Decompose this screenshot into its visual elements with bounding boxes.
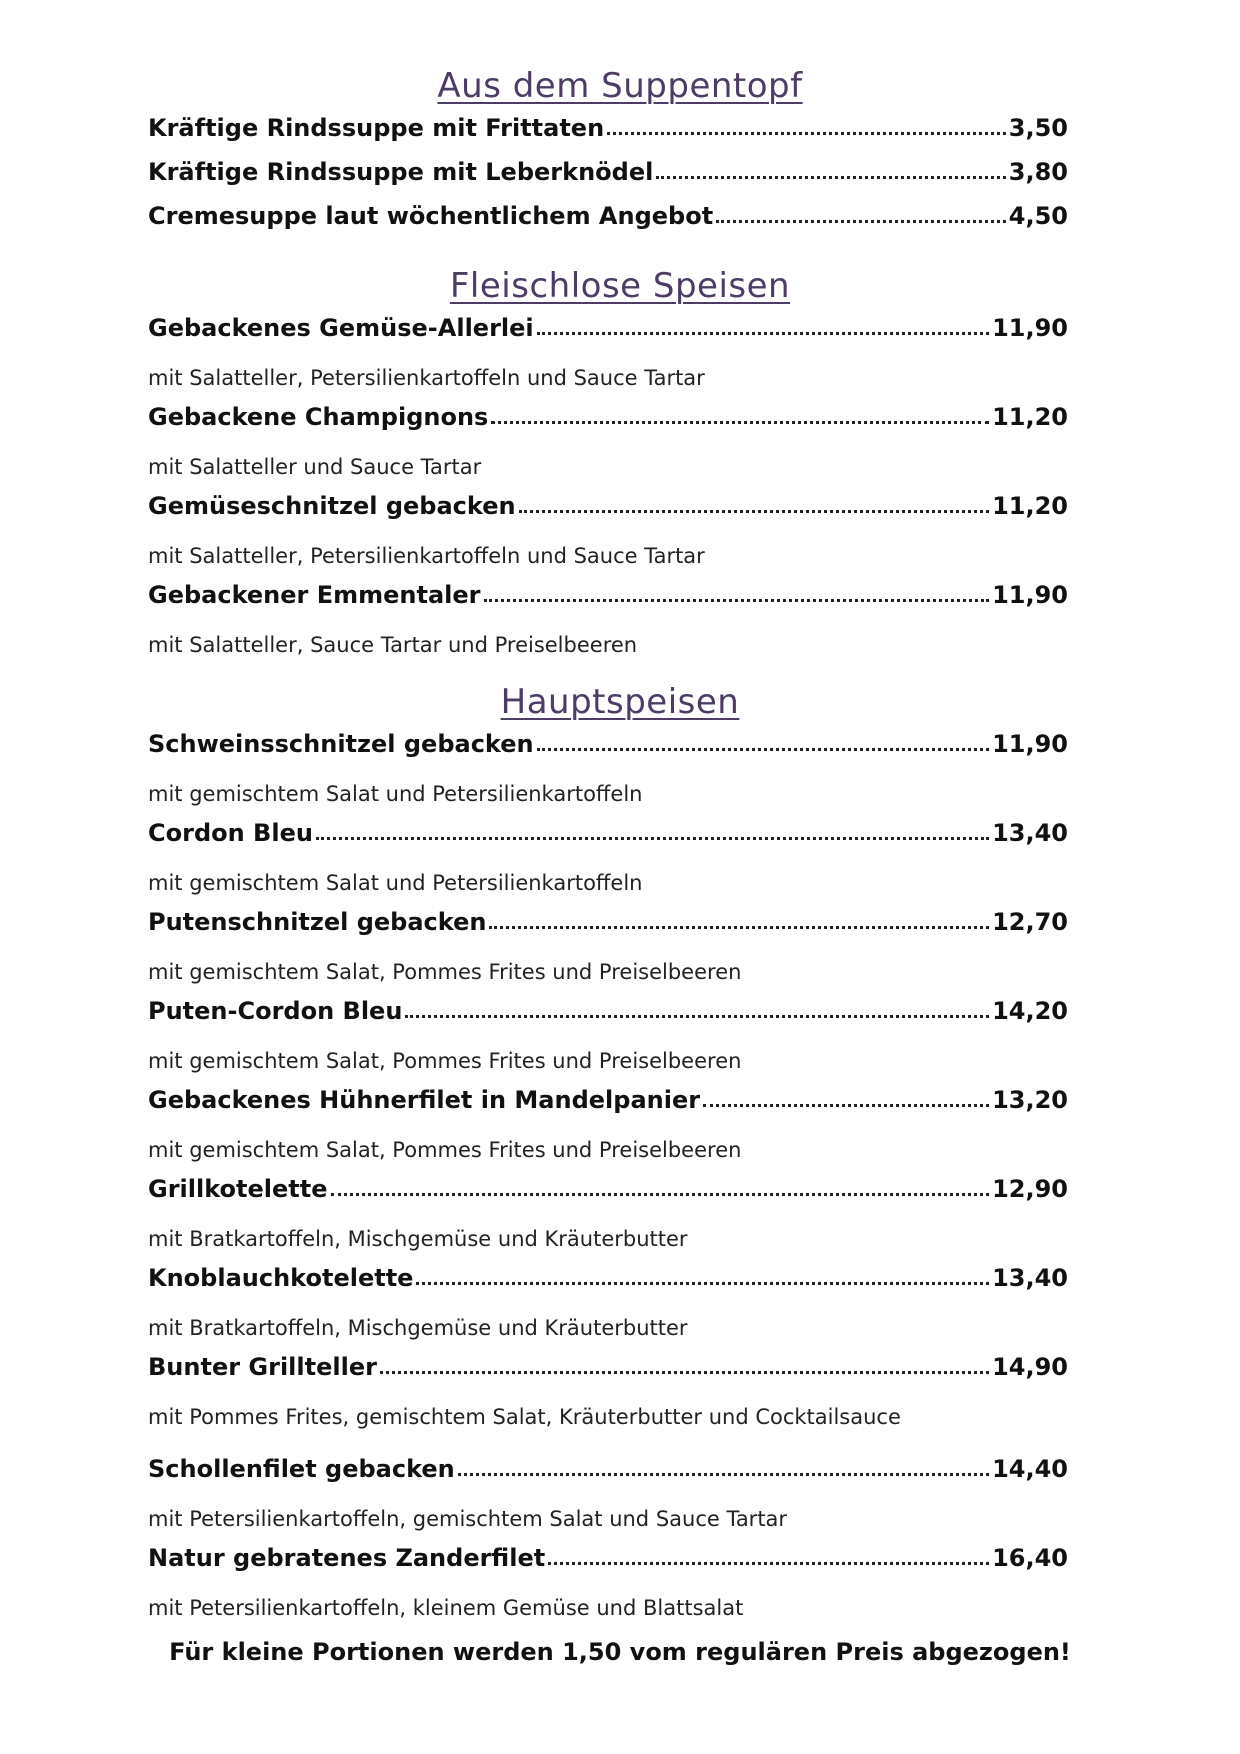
item-price: 11,90 [992,314,1068,342]
leader-dots [484,599,990,602]
item-name: Schweinsschnitzel gebacken [148,730,534,758]
menu-item [148,108,1068,142]
item-name: Natur gebratenes Zanderfilet [148,1544,546,1572]
item-description: mit gemischtem Salat und Petersilienkartoffeln [148,782,643,806]
item-description: mit gemischtem Salat, Pommes Frites und Preiselbeeren [148,960,742,984]
item-price: 13,20 [992,1086,1068,1114]
item-name: Gebackene Champignons [148,403,489,431]
item-description: mit Petersilienkartoffeln, kleinem Gemüse und Blattsalat [148,1596,744,1620]
item-name: Kräftige Rindssuppe mit Leberknödel [148,158,654,186]
leader-dots [519,510,989,513]
menu-item [148,1347,1068,1381]
item-name: Gebackenes Gemüse-Allerlei [148,314,534,342]
item-description: mit Salatteller, Petersilienkartoffeln und Sauce Tartar [148,544,705,568]
section-title-hauptspeisen: Hauptspeisen [500,682,740,722]
item-price: 14,90 [992,1353,1068,1381]
item-description: mit gemischtem Salat und Petersilienkartoffeln [148,871,643,895]
menu-item [148,1080,1068,1114]
item-name: Cordon Bleu [148,819,313,847]
menu-item [148,152,1068,186]
leader-dots [316,837,989,840]
leader-dots [607,132,1006,135]
item-name: Gebackenes Hühnerfilet in Mandelpanier [148,1086,701,1114]
item-description: mit gemischtem Salat, Pommes Frites und Preiselbeeren [148,1049,742,1073]
item-name: Putenschnitzel gebacken [148,908,487,936]
menu-item [148,724,1068,758]
item-name: Gebackener Emmentaler [148,581,481,609]
leader-dots [331,1193,990,1196]
leader-dots [491,421,989,424]
menu-item [148,902,1068,936]
item-description: mit Pommes Frites, gemischtem Salat, Kräuterbutter und Cocktailsauce [148,1405,901,1429]
item-description: mit Bratkartoffeln, Mischgemüse und Kräuterbutter [148,1227,688,1251]
item-price: 13,40 [992,1264,1068,1292]
leader-dots [548,1562,989,1565]
menu-item [148,196,1068,230]
leader-dots [380,1371,989,1374]
section-title-fleischlos: Fleischlose Speisen [449,266,791,306]
item-name: Knoblauchkotelette [148,1264,414,1292]
item-price: 14,40 [992,1455,1068,1483]
item-price: 14,20 [992,997,1068,1025]
item-price: 12,70 [992,908,1068,936]
item-price: 3,80 [1008,158,1068,186]
leader-dots [703,1104,989,1107]
item-price: 12,90 [992,1175,1068,1203]
leader-dots [489,926,989,929]
leader-dots [537,332,989,335]
section-title-suppentopf: Aus dem Suppentopf [437,66,803,106]
menu-item [148,575,1068,609]
leader-dots [458,1473,989,1476]
menu-item [148,1169,1068,1203]
leader-dots [405,1015,989,1018]
item-price: 3,50 [1008,114,1068,142]
item-price: 16,40 [992,1544,1068,1572]
item-description: mit Salatteller, Sauce Tartar und Preiselbeeren [148,633,638,657]
item-price: 13,40 [992,819,1068,847]
item-description: mit gemischtem Salat, Pommes Frites und Preiselbeeren [148,1138,742,1162]
item-name: Schollenfilet gebacken [148,1455,455,1483]
item-name: Bunter Grillteller [148,1353,377,1381]
leader-dots [416,1282,989,1285]
item-price: 11,20 [992,492,1068,520]
menu-item [148,308,1068,342]
item-description: mit Salatteller und Sauce Tartar [148,455,482,479]
item-description: mit Petersilienkartoffeln, gemischtem Salat und Sauce Tartar [148,1507,788,1531]
item-price: 4,50 [1008,202,1068,230]
menu-item [148,991,1068,1025]
menu-item [148,397,1068,431]
item-price: 11,90 [992,581,1068,609]
menu-item [148,486,1068,520]
leader-dots [656,176,1005,179]
item-name: Gemüseschnitzel gebacken [148,492,516,520]
leader-dots [537,748,989,751]
leader-dots [716,220,1006,223]
menu-item [148,813,1068,847]
item-description: mit Salatteller, Petersilienkartoffeln und Sauce Tartar [148,366,705,390]
item-price: 11,20 [992,403,1068,431]
item-name: Kräftige Rindssuppe mit Frittaten [148,114,605,142]
menu-item [148,1258,1068,1292]
item-price: 11,90 [992,730,1068,758]
item-name: Cremesuppe laut wöchentlichem Angebot [148,202,714,230]
item-name: Puten-Cordon Bleu [148,997,403,1025]
menu-item [148,1449,1068,1483]
footer-note: Für kleine Portionen werden 1,50 vom regulären Preis abgezogen! [169,1638,1071,1666]
item-name: Grillkotelette [148,1175,328,1203]
menu-item [148,1538,1068,1572]
item-description: mit Bratkartoffeln, Mischgemüse und Kräuterbutter [148,1316,688,1340]
